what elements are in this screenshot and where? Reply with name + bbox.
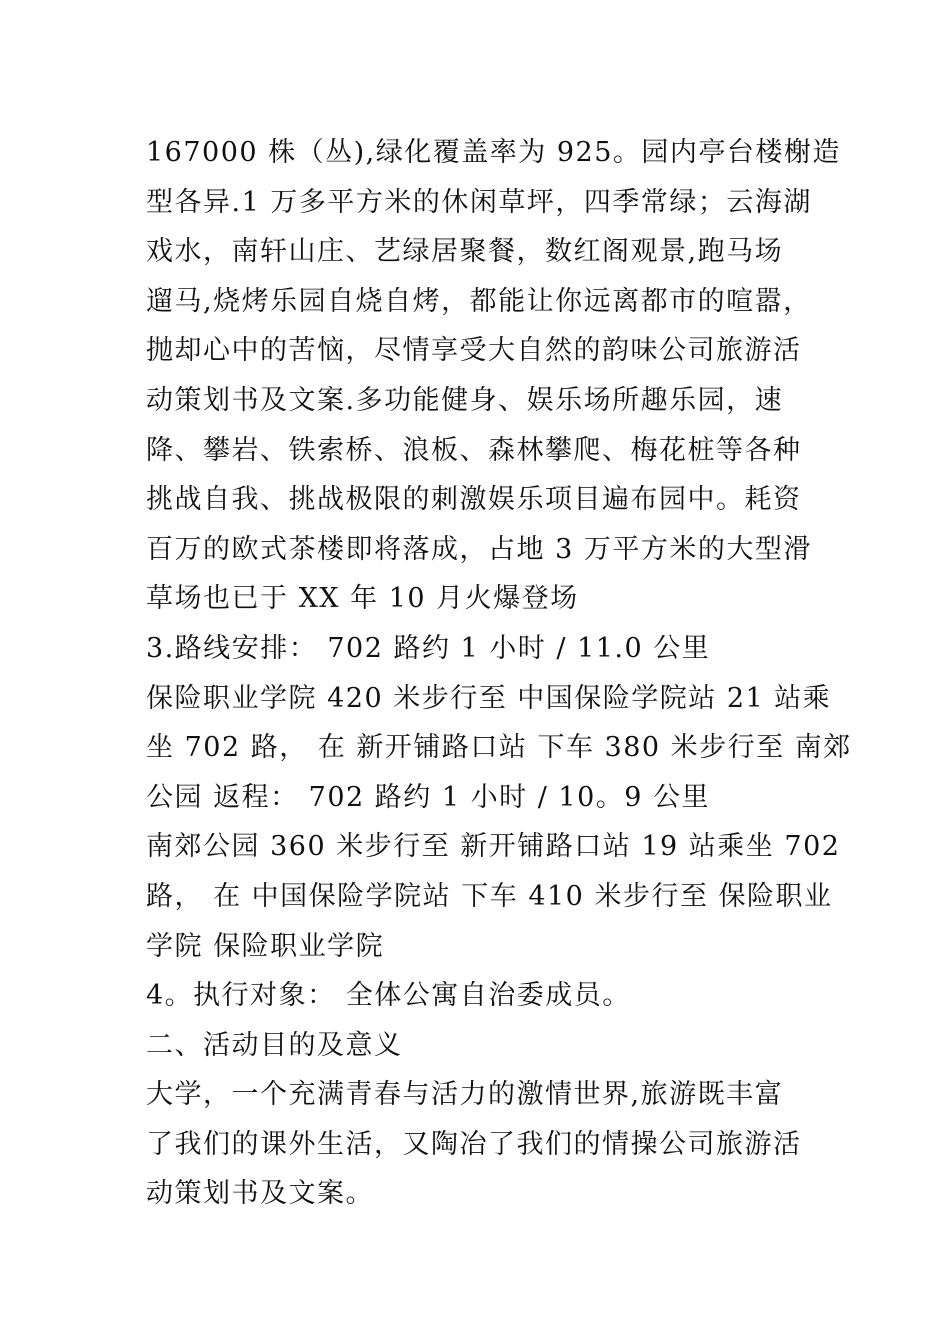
- document-body: [146, 128, 852, 1219]
- text-line: 动策划书及文案。: [146, 1178, 374, 1210]
- text-line: 草场也已于 XX 年 10 月火爆登场: [146, 583, 579, 615]
- text-line: 南郊公园 360 米步行至 新开铺路口站 19 站乘坐 702: [146, 831, 841, 863]
- text-line: 3.路线安排： 702 路约 1 小时 / 11.0 公里: [146, 632, 711, 664]
- text-line: 挑战自我、挑战极限的刺激娱乐项目遍布园中。耗资: [146, 484, 802, 516]
- text-line: 167000 株（丛),绿化覆盖率为 925。园内亭台楼榭造: [146, 137, 841, 168]
- text-line: 了我们的课外生活，又陶冶了我们的情操公司旅游活: [146, 1128, 802, 1160]
- text-line: 遛马,烧烤乐园自烧自烤，都能让你远离都市的喧嚣，: [146, 285, 812, 317]
- text-line: 坐 702 路， 在 新开铺路口站 下车 380 米步行至 南郊: [146, 732, 852, 764]
- text-line: 抛却心中的苦恼，尽情享受大自然的韵味公司旅游活: [146, 335, 802, 367]
- text-line: 降、攀岩、铁索桥、浪板、森林攀爬、梅花桩等各种: [146, 434, 802, 466]
- text-line: 型各异.1 万多平方米的休闲草坪，四季常绿；云海湖: [146, 186, 812, 218]
- text-line: 公园 返程： 702 路约 1 小时 / 10。9 公里: [146, 781, 711, 813]
- text-line: 路， 在 中国保险学院站 下车 410 米步行至 保险职业: [146, 880, 833, 912]
- text-line: 戏水，南轩山庄、艺绿居聚餐，数红阁观景,跑马场: [146, 236, 784, 268]
- text-line: 4。执行对象： 全体公寓自治委成员。: [146, 980, 631, 1012]
- section-heading: 二、活动目的及意义: [146, 1029, 403, 1061]
- text-line: 百万的欧式茶楼即将落成，占地 3 万平方米的大型滑: [146, 533, 812, 565]
- text-line: 学院 保险职业学院: [146, 930, 385, 962]
- text-line: 大学，一个充满青春与活力的激情世界,旅游既丰富: [146, 1079, 784, 1111]
- text-line: 动策划书及文案.多功能健身、娱乐场所趣乐园，速: [146, 384, 784, 416]
- text-line: 保险职业学院 420 米步行至 中国保险学院站 21 站乘: [146, 682, 832, 714]
